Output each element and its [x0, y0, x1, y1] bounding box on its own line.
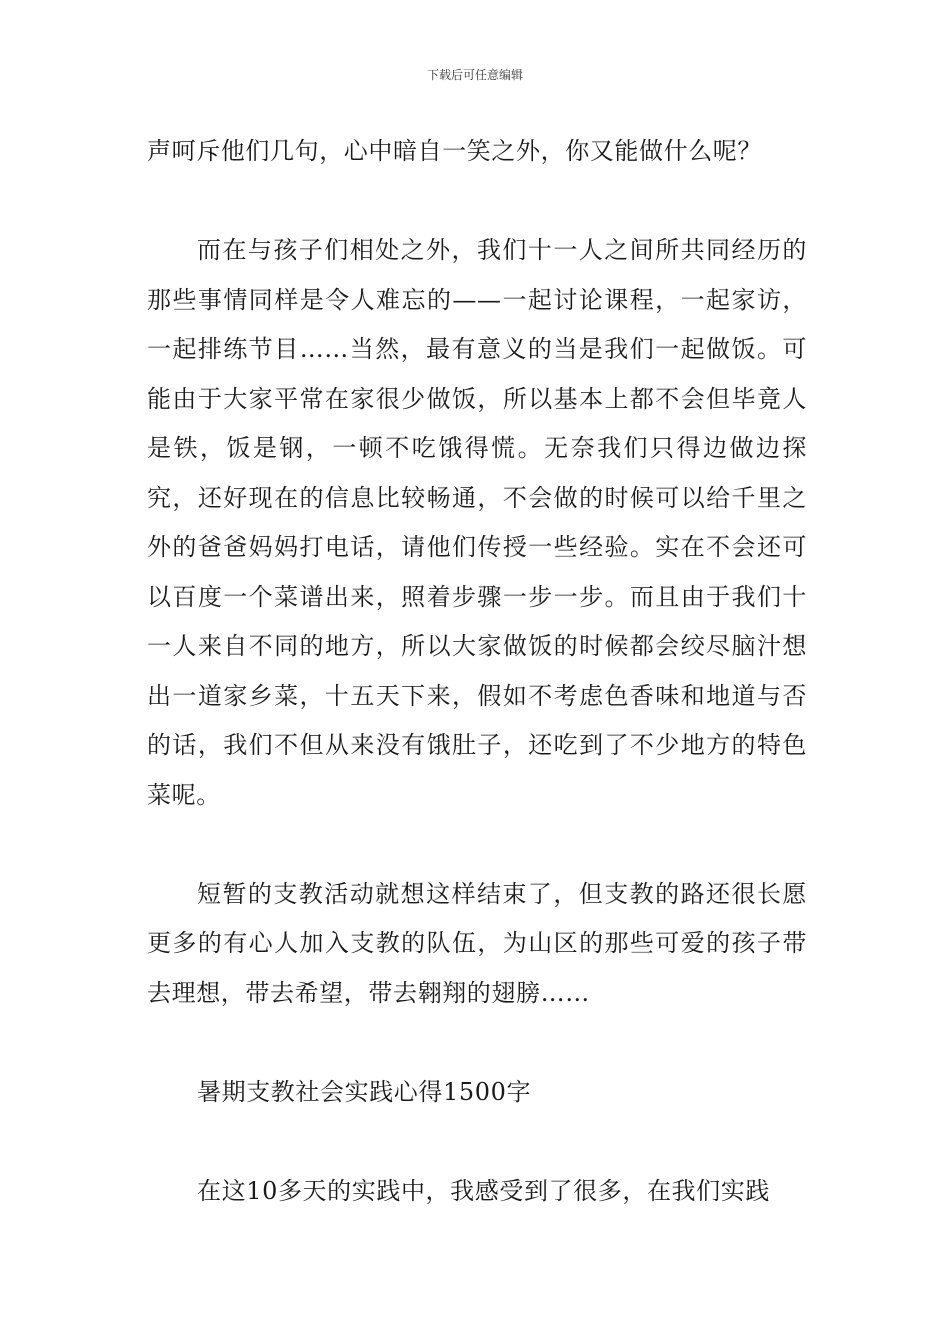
paragraph-gap	[147, 820, 807, 870]
paragraph-intro: 在这10多天的实践中，我感受到了很多，在我们实践	[197, 1176, 770, 1205]
section-title: 暑期支教社会实践心得1500字	[197, 1077, 532, 1106]
paragraph-gap	[147, 1117, 807, 1167]
paragraph-conclusion: 短暂的支教活动就想这样结束了，但支教的路还很长愿更多的有心人加入支教的队伍，为山区的那些可爱的孩子带去理想，带去希望，带去翱翔的翅膀……	[147, 879, 807, 1007]
paragraph-cooking: 而在与孩子们相处之外，我们十一人之间所共同经历的那些事情同样是令人难忘的——一起讨论课程，一起家访，一起排练节目……当然，最有意义的当是我们一起做饭。可能由于大家平常在家很少做饭，所以基本上都不会但毕竟人是铁，饭是钢，一顿不吃饿得慌。无奈我们只得边做边探究，还好现在的信息比较畅通，不会做的时候可以给千里之外的爸爸妈妈打电话，请他们传授一些经验。实在不会还可以百度一个菜谱出来，照着步骤一步一步。而且由于我们十一人来自不同的地方，所以大家做饭的时候都会绞尽脑汁想出一道家乡菜，十五天下来，假如不考虑色香味和地道与否的话，我们不但从来没有饿肚子，还吃到了不少地方的特色菜呢。	[147, 236, 807, 809]
paragraph-gap	[147, 1018, 807, 1068]
paragraph-gap	[147, 177, 807, 227]
document-body	[147, 127, 807, 1216]
page-header-note: 下载后可任意编辑	[426, 68, 523, 82]
paragraph-continuation: 声呵斥他们几句，心中暗自一笑之外，你又能做什么呢？	[147, 137, 762, 165]
